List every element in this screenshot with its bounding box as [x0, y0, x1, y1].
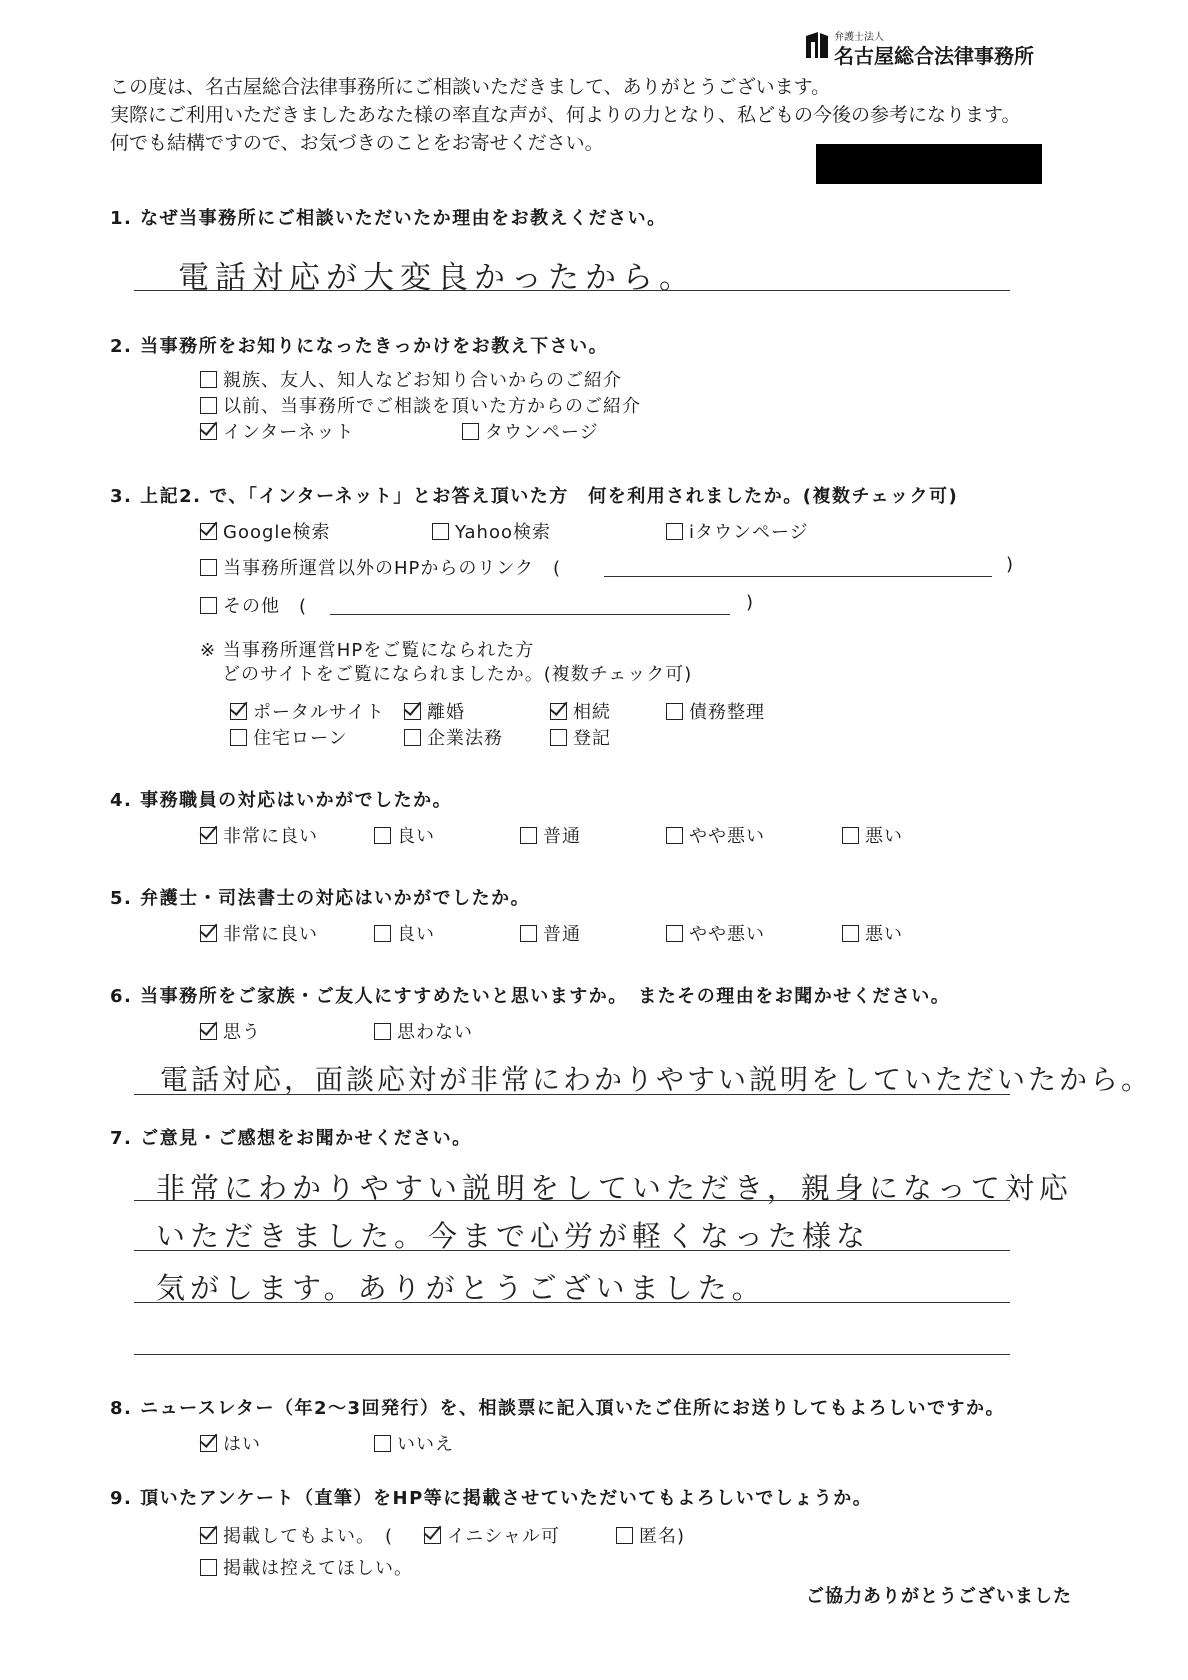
q6-label: 6. 当事務所をご家族・ご友人にすすめたいと思いますか。 またその理由をお聞かせください。 [110, 986, 951, 1007]
redaction-block [816, 144, 1042, 184]
q3-option-yahoo[interactable]: Yahoo検索 [432, 518, 551, 544]
q7-answer-line-3: 気がします。ありがとうございました。 [156, 1271, 766, 1305]
checkbox-icon [616, 1527, 633, 1544]
firm-name: 名古屋総合法律事務所 [834, 44, 1034, 68]
checkbox-icon [200, 1559, 217, 1576]
checkbox-icon [666, 925, 683, 942]
q8-option-no[interactable]: いいえ [374, 1430, 454, 1456]
q3-site-portal[interactable]: ポータルサイト [230, 698, 385, 724]
checkbox-checked-icon [200, 1527, 217, 1544]
q2-label: 2. 当事務所をお知りになったきっかけをお教え下さい。 [110, 336, 609, 357]
q5-label: 5. 弁護士・司法書士の対応はいかがでしたか。 [110, 888, 531, 909]
checkbox-checked-icon [200, 1435, 217, 1452]
q3-note-line-1: ※ 当事務所運営HPをご覧になられた方 [200, 640, 535, 661]
q9-option-initials-ok[interactable]: イニシャル可 [424, 1522, 560, 1548]
intro-line-2: 実際にご利用いただきましたあなた様の率直な声が、何よりの力となり、私どもの今後の参考になります。 [110, 104, 1021, 126]
q4-option-normal[interactable]: 普通 [520, 822, 581, 848]
intro-line-1: この度は、名古屋総合法律事務所にご相談いただきまして、ありがとうございます。 [110, 76, 831, 98]
q3-site-corporate[interactable]: 企業法務 [404, 724, 503, 750]
q3-label: 3. 上記2. で、「インターネット」とお答え頂いた方 何を利用されましたか。(複数チェック可) [110, 486, 959, 507]
checkbox-checked-icon [200, 423, 217, 440]
q3-site-housing-loan[interactable]: 住宅ローン [230, 724, 348, 750]
q1-label: 1. なぜ当事務所にご相談いただいたか理由をお教えください。 [110, 208, 667, 229]
checkbox-icon [200, 397, 217, 414]
q5-option-normal[interactable]: 普通 [520, 920, 581, 946]
q7-rule-2 [134, 1250, 1010, 1251]
checkbox-icon [520, 925, 537, 942]
q3-other-close-paren: ) [746, 592, 755, 613]
q9-label: 9. 頂いたアンケート（直筆）をHP等に掲載させていただいてもよろしいでしょうか。 [110, 1488, 873, 1509]
q3-site-debt[interactable]: 債務整理 [666, 698, 765, 724]
q7-answer-line-2: いただきました。今まで心労が軽くなった様な [156, 1219, 871, 1253]
q6-option-yes[interactable]: 思う [200, 1018, 261, 1044]
checkbox-icon [200, 597, 217, 614]
checkbox-icon [200, 371, 217, 388]
q3-site-registration[interactable]: 登記 [550, 724, 611, 750]
checkbox-icon [404, 729, 421, 746]
q3-option-other[interactable]: その他 ( [200, 592, 307, 618]
checkbox-checked-icon [550, 703, 567, 720]
q3-option-itownpage[interactable]: iタウンページ [666, 518, 809, 544]
checkbox-checked-icon [230, 703, 247, 720]
checkbox-icon [520, 827, 537, 844]
checkbox-icon [374, 827, 391, 844]
checkbox-icon [550, 729, 567, 746]
checkbox-icon [230, 729, 247, 746]
q2-option-referral-acquaintance[interactable]: 親族、友人、知人などお知り合いからのご紹介 [200, 366, 622, 392]
q7-rule-1 [134, 1200, 1010, 1201]
footer-thanks: ご協力ありがとうございました [806, 1586, 1072, 1607]
checkbox-icon [432, 523, 449, 540]
q9-option-publish-ok[interactable]: 掲載してもよい。 ( [200, 1522, 393, 1548]
checkbox-checked-icon [200, 827, 217, 844]
q9-option-do-not-publish[interactable]: 掲載は控えてほしい。 [200, 1554, 413, 1580]
q4-option-very-good[interactable]: 非常に良い [200, 822, 318, 848]
q6-option-no[interactable]: 思わない [374, 1018, 473, 1044]
q5-option-good[interactable]: 良い [374, 920, 435, 946]
q5-option-somewhat-bad[interactable]: やや悪い [666, 920, 765, 946]
checkbox-checked-icon [200, 523, 217, 540]
checkbox-checked-icon [424, 1527, 441, 1544]
checkbox-icon [200, 559, 217, 576]
q2-option-internet[interactable]: インターネット [200, 418, 354, 444]
checkbox-icon [842, 827, 859, 844]
q5-option-bad[interactable]: 悪い [842, 920, 903, 946]
checkbox-icon [462, 423, 479, 440]
q3-site-inheritance[interactable]: 相続 [550, 698, 611, 724]
checkbox-icon [374, 1023, 391, 1040]
q1-answer: 電話対応が大変良かったから。 [178, 260, 696, 296]
q7-rule-4 [134, 1354, 1010, 1355]
q7-rule-3 [134, 1302, 1010, 1303]
checkbox-icon [374, 925, 391, 942]
q8-option-yes[interactable]: はい [200, 1430, 261, 1456]
q8-label: 8. ニュースレター（年2～3回発行）を、相談票に記入頂いたご住所にお送りしてもよろしいですか。 [110, 1398, 1006, 1419]
q3-site-divorce[interactable]: 離婚 [404, 698, 465, 724]
checkbox-icon [666, 827, 683, 844]
firm-caption: 弁護士法人 [834, 32, 884, 43]
q5-option-very-good[interactable]: 非常に良い [200, 920, 318, 946]
q3-option-google[interactable]: Google検索 [200, 518, 330, 544]
checkbox-checked-icon [200, 1023, 217, 1040]
q3-other-blank[interactable] [330, 614, 730, 615]
q4-label: 4. 事務職員の対応はいかがでしたか。 [110, 790, 453, 811]
q3-external-link-blank[interactable] [604, 576, 992, 577]
checkbox-checked-icon [200, 925, 217, 942]
q6-answer-line [134, 1094, 1010, 1095]
q2-option-referral-client[interactable]: 以前、当事務所でご相談を頂いた方からのご紹介 [200, 392, 641, 418]
q2-option-townpage[interactable]: タウンページ [462, 418, 599, 444]
intro-line-3: 何でも結構ですので、お気づきのことをお寄せください。 [110, 132, 604, 154]
q3-option-external-link[interactable]: 当事務所運営以外のHPからのリンク ( [200, 554, 561, 580]
checkbox-icon [666, 703, 683, 720]
q3-note-line-2: どのサイトをご覧になられましたか。(複数チェック可) [222, 664, 693, 685]
checkbox-checked-icon [404, 703, 421, 720]
q9-option-anonymous[interactable]: 匿名) [616, 1522, 685, 1548]
q7-label: 7. ご意見・ご感想をお聞かせください。 [110, 1128, 472, 1149]
checkbox-icon [374, 1435, 391, 1452]
q1-answer-line [134, 290, 1010, 291]
firm-logo-icon [804, 30, 830, 60]
q4-option-bad[interactable]: 悪い [842, 822, 903, 848]
q7-answer-line-1: 非常にわかりやすい説明をしていただき，親身になって対応 [156, 1171, 1073, 1205]
q4-option-good[interactable]: 良い [374, 822, 435, 848]
checkbox-icon [666, 523, 683, 540]
q3-external-link-close-paren: ) [1006, 554, 1015, 575]
q4-option-somewhat-bad[interactable]: やや悪い [666, 822, 765, 848]
q6-answer: 電話対応，面談応対が非常にわかりやすい説明をしていただいたから。 [160, 1063, 1153, 1096]
checkbox-icon [842, 925, 859, 942]
